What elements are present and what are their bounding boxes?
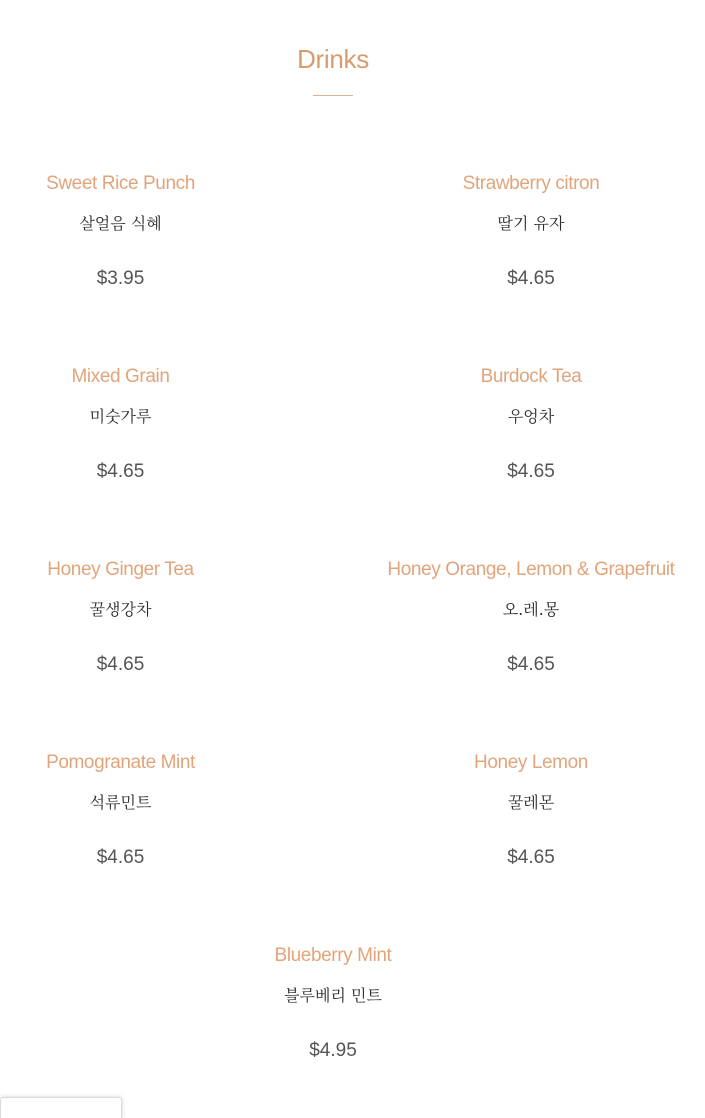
item-name: Pomogranate Mint (46, 752, 195, 773)
item-korean-name: 미숫가루 (89, 407, 152, 426)
item-korean-name: 우엉차 (507, 407, 555, 426)
item-price: $4.65 (96, 847, 145, 868)
item-korean-name: 딸기 유자 (497, 214, 565, 233)
item-korean-name: 꿀생강차 (89, 600, 152, 619)
page-title: Drinks (297, 44, 369, 74)
recaptcha-badge[interactable] (0, 1097, 122, 1118)
item-korean-name: 살얼음 식혜 (79, 214, 162, 233)
item-name: Honey Orange, Lemon & Grapefruit (387, 559, 675, 580)
item-korean-name: 꿀레몬 (507, 793, 555, 812)
item-price: $3.95 (96, 268, 145, 289)
item-name: Honey Lemon (474, 752, 588, 773)
item-korean-name: 오.레.몽 (502, 600, 560, 619)
item-name: Honey Ginger Tea (47, 559, 194, 580)
item-name: Mixed Grain (71, 366, 170, 387)
item-korean-name: 블루베리 민트 (284, 986, 382, 1005)
item-price: $4.65 (96, 654, 145, 675)
item-price: $4.95 (309, 1040, 357, 1061)
item-price: $4.65 (96, 461, 145, 482)
item-name: Sweet Rice Punch (46, 173, 195, 194)
item-korean-name: 석류민트 (89, 793, 152, 812)
item-name: Burdock Tea (480, 366, 582, 387)
item-name: Blueberry Mint (274, 945, 392, 966)
item-name: Strawberry citron (462, 173, 600, 194)
item-price: $4.65 (507, 847, 555, 868)
item-price: $4.65 (507, 654, 555, 675)
item-price: $4.65 (507, 268, 555, 289)
item-price: $4.65 (507, 461, 555, 482)
title-divider (313, 95, 353, 96)
